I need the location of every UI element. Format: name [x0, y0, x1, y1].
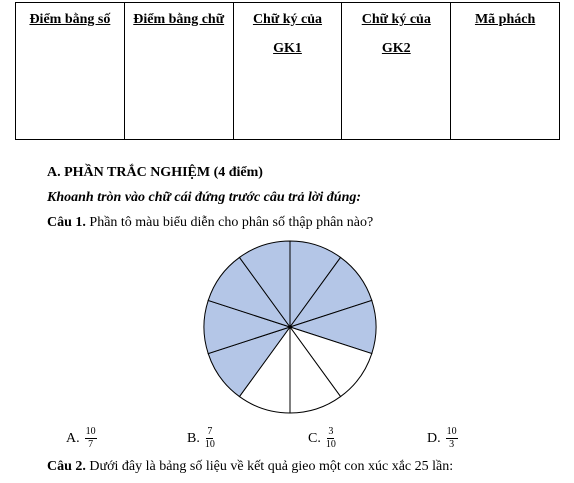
question-2-text: Dưới đây là bảng số liệu về kết quả gieo một con xúc xắc 25 lần: [85, 459, 454, 474]
question-2-label: Câu 2. [47, 459, 86, 474]
question-1-text: Phần tô màu biểu diễn cho phân số thập phân nào? [85, 215, 374, 230]
header-score-words: Điểm bằng chữ [124, 3, 233, 140]
option-a-letter: A. [66, 430, 80, 446]
option-b-letter: B. [187, 430, 200, 446]
option-c-letter: C. [308, 430, 321, 446]
option-b[interactable] [187, 427, 215, 450]
question-1-label: Câu 1. [47, 215, 86, 230]
header-signature-gk2: Chữ ký của GK2 [342, 3, 451, 140]
instruction-text: Khoanh tròn vào chữ cái đứng trước câu trả lời đúng: [47, 190, 362, 205]
header-score-number: Điểm bằng số [16, 3, 125, 140]
option-c[interactable] [308, 427, 336, 450]
option-d-letter: D. [427, 430, 441, 446]
question-2 [47, 459, 453, 475]
grade-header-table [15, 2, 560, 140]
header-code: Mã phách [451, 3, 560, 140]
header-signature-gk1: Chữ ký của GK1 [233, 3, 342, 140]
option-c-fraction: $\frac{3}{10}$ [325, 426, 336, 450]
option-b-fraction: $\frac{7}{10}$ [204, 426, 215, 450]
section-title: A. PHẦN TRẮC NGHIỆM (4 điểm) [47, 165, 263, 180]
question-1 [47, 215, 373, 231]
option-a[interactable] [66, 427, 97, 450]
option-a-fraction: $\frac{10}{7}$ [85, 426, 96, 450]
fraction-pie-chart [200, 240, 380, 420]
option-d-fraction: $\frac{10}{3}$ [446, 426, 457, 450]
option-d[interactable] [427, 427, 458, 450]
